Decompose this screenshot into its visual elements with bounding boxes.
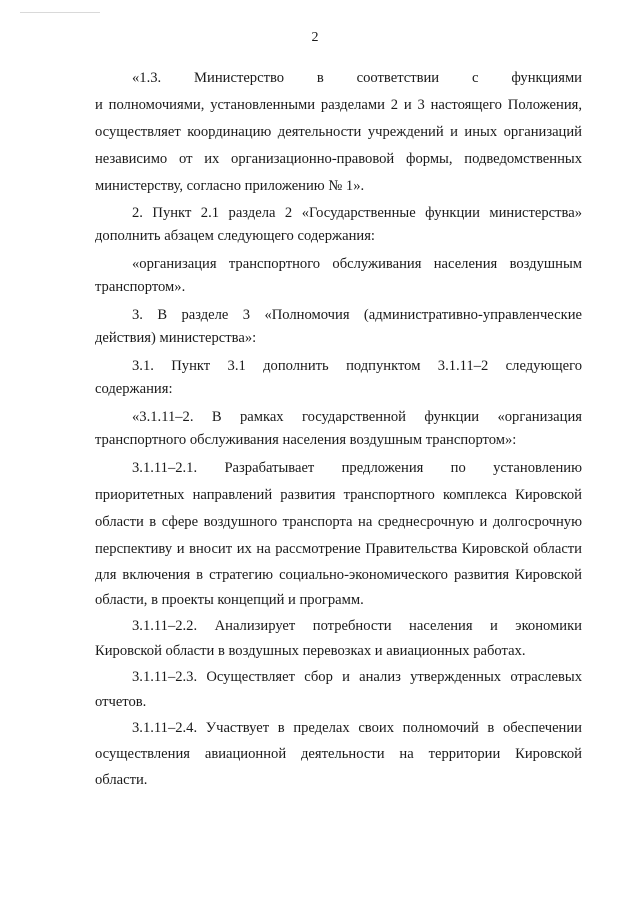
text-line: области, в проекты концепций и программ.	[95, 592, 364, 608]
text-line: области в сфере воздушного транспорта на среднесрочную и долгосрочную	[95, 514, 582, 530]
text-line: содержания:	[95, 381, 173, 397]
scan-artifact-line	[20, 12, 100, 13]
text-line: «3.1.11–2. В рамках государственной функции «организация	[132, 409, 582, 425]
text-line: 3.1. Пункт 3.1 дополнить подпунктом 3.1.11–2 следующего	[132, 358, 582, 374]
text-line: отчетов.	[95, 694, 147, 710]
text-line: осуществления авиационной деятельности на территории Кировской	[95, 746, 582, 762]
text-line: области.	[95, 772, 148, 788]
text-line: «организация транспортного обслуживания населения воздушным	[132, 256, 582, 272]
page-number: 2	[311, 30, 319, 45]
text-line: независимо от их организационно-правовой формы, подведомственных	[95, 151, 582, 167]
text-line: осуществляет координацию деятельности учреждений и иных организаций	[95, 124, 582, 140]
text-line: 3. В разделе 3 «Полномочия (административно-управленческие	[132, 307, 582, 323]
text-line: дополнить абзацем следующего содержания:	[95, 228, 375, 244]
text-line: транспортом».	[95, 279, 186, 295]
text-line: перспективу и вносит их на рассмотрение Правительства Кировской области	[95, 541, 582, 557]
text-line: «1.3. Министерство в соответствии с функциями	[132, 70, 582, 86]
text-line: министерству, согласно приложению № 1».	[95, 178, 365, 194]
text-line: для включения в стратегию социально-экономического развития Кировской	[95, 567, 582, 583]
text-line: 3.1.11–2.3. Осуществляет сбор и анализ утвержденных отраслевых	[132, 669, 582, 685]
text-line: Кировской области в воздушных перевозках и авиационных работах.	[95, 643, 526, 659]
text-line: приоритетных направлений развития транспортного комплекса Кировской	[95, 487, 582, 503]
text-line: действия) министерства»:	[95, 330, 257, 346]
text-line: транспортного обслуживания населения воздушным транспортом»:	[95, 432, 517, 448]
text-line: 2. Пункт 2.1 раздела 2 «Государственные функции министерства»	[132, 205, 582, 221]
text-line: 3.1.11–2.2. Анализирует потребности населения и экономики	[132, 618, 582, 634]
text-line: 3.1.11–2.4. Участвует в пределах своих полномочий в обеспечении	[132, 720, 582, 736]
text-line: 3.1.11–2.1. Разрабатывает предложения по установлению	[132, 460, 582, 476]
text-line: и полномочиями, установленными разделами 2 и 3 настоящего Положения,	[95, 97, 582, 113]
